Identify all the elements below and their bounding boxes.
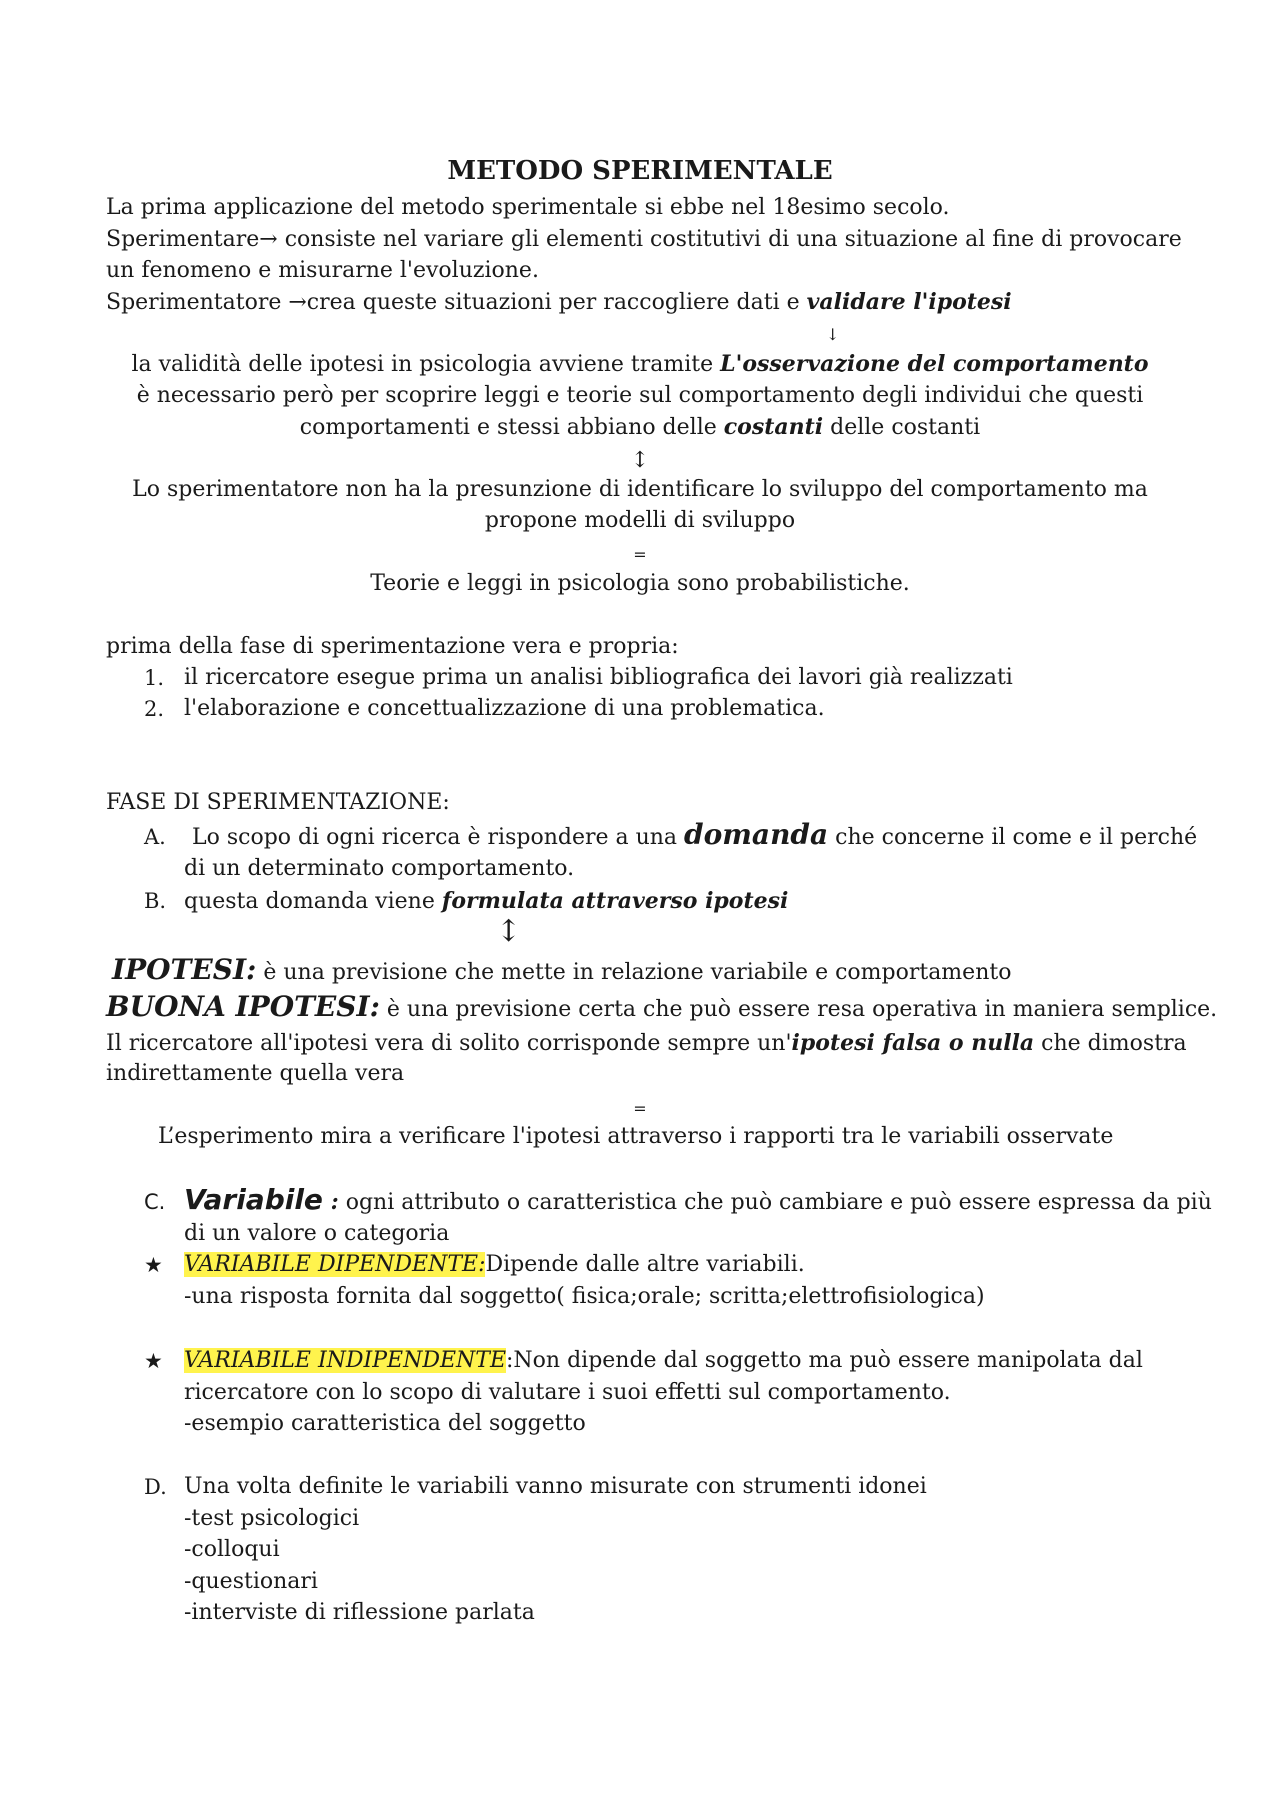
arrow-down-icon: ↓ xyxy=(826,325,840,344)
dependent-variable-label: VARIABILE DIPENDENTE: xyxy=(184,1252,486,1277)
equals-sign-2: = xyxy=(633,1099,647,1118)
independent-variable-example: -esempio caratteristica del soggetto xyxy=(184,1411,586,1436)
variable-definition-cont: di un valore o categoria xyxy=(184,1221,450,1246)
list-marker-a: A. xyxy=(144,825,166,849)
independent-variable-text: :Non dipende dal soggetto ma può essere manipolata dal xyxy=(506,1348,1143,1373)
list-marker-c: C. xyxy=(144,1190,166,1214)
null-text-c: che dimostra xyxy=(1034,1031,1187,1056)
constants-emphasis: costanti xyxy=(723,414,824,440)
independent-variable-cont: ricercatore con lo scopo di valutare i suoi effetti sul comportamento. xyxy=(184,1380,951,1405)
null-hypothesis-cont: indirettamente quella vera xyxy=(106,1061,405,1086)
dependent-variable-line xyxy=(184,1250,805,1280)
tool-item: -test psicologici xyxy=(184,1506,360,1531)
research-text-a: Lo scopo di ogni ricerca è rispondere a una xyxy=(192,825,685,850)
hypothesis-label: IPOTESI: xyxy=(112,953,257,986)
page-title: METODO SPERIMENTALE xyxy=(447,156,833,186)
question-emphasis: domanda xyxy=(684,818,829,851)
formulation-text: questa domanda viene xyxy=(184,889,442,914)
independent-variable-label: VARIABILE INDIPENDENTE xyxy=(184,1348,507,1373)
variable-label: Variabile xyxy=(184,1183,323,1216)
intro-line-3: un fenomeno e misurarne l'evoluzione. xyxy=(106,258,539,283)
pre-phase-heading: prima della fase di sperimentazione vera e propria: xyxy=(106,634,679,659)
null-hypothesis-emphasis: ipotesi falsa o nulla xyxy=(791,1030,1035,1056)
probabilistic-line: Teorie e leggi in psicologia sono probabilistiche. xyxy=(370,571,910,596)
list-marker-b: B. xyxy=(144,889,167,913)
good-hypothesis-definition xyxy=(106,992,1217,1025)
validity-text: la validità delle ipotesi in psicologia avviene tramite xyxy=(131,352,721,377)
experimenter-line: Lo sperimentatore non ha la presunzione di identificare lo sviluppo del comportamento ma xyxy=(132,477,1148,502)
intro-line-2: Sperimentare→ consiste nel variare gli elementi costitutivi di una situazione al fine di provocare xyxy=(106,227,1182,252)
star-icon: ★ xyxy=(144,1253,163,1277)
list-marker-d: D. xyxy=(144,1475,167,1499)
list-item-1: il ricercatore esegue prima un analisi bibliografica dei lavori già realizzati xyxy=(184,665,1013,690)
dependent-variable-example: -una risposta fornita dal soggetto( fisica;orale; scritta;elettrofisiologica) xyxy=(184,1284,985,1309)
research-text-b: che concerne il come e il perché xyxy=(828,825,1198,850)
variable-text: ogni attributo o caratteristica che può cambiare e può essere espressa da più xyxy=(338,1190,1212,1215)
phase-heading: FASE DI SPERIMENTAZIONE: xyxy=(106,790,450,815)
formulation-emphasis: formulata attraverso ipotesi xyxy=(441,888,789,914)
list-item-2: l'elaborazione e concettualizzazione di una problematica. xyxy=(184,696,825,721)
list-marker-1: 1. xyxy=(144,666,165,690)
list-marker-2: 2. xyxy=(144,697,165,721)
observation-emphasis: L'osservazione del comportamento xyxy=(720,351,1149,377)
good-hypothesis-label: BUONA IPOTESI: xyxy=(106,990,380,1023)
variable-definition xyxy=(184,1185,1212,1218)
variable-colon: : xyxy=(322,1189,339,1215)
intro-line-4 xyxy=(106,287,1012,318)
laws-line: è necessario però per scoprire leggi e teorie sul comportamento degli individui che questi xyxy=(136,383,1144,408)
experiment-line: L’esperimento mira a verificare l'ipotesi attraverso i rapporti tra le variabili osservate xyxy=(158,1124,1114,1149)
research-question-line xyxy=(192,820,1197,853)
validate-hypothesis-emphasis: validare l'ipotesi xyxy=(806,289,1012,315)
intro-line-1: La prima applicazione del metodo sperimentale si ebbe nel 18esimo secolo. xyxy=(106,195,950,220)
up-down-arrow-icon-2: ↕ xyxy=(496,914,522,949)
constants-text-c: delle costanti xyxy=(823,415,981,440)
null-text-a: Il ricercatore all'ipotesi vera di solito corrisponde sempre un' xyxy=(106,1031,792,1056)
hypothesis-definition xyxy=(112,955,1011,988)
independent-variable-line xyxy=(184,1346,1143,1376)
validity-line xyxy=(0,349,1280,380)
hypothesis-text: è una previsione che mette in relazione variabile e comportamento xyxy=(256,960,1012,985)
constants-line xyxy=(0,412,1280,443)
models-line: propone modelli di sviluppo xyxy=(484,508,796,533)
research-question-cont: di un determinato comportamento. xyxy=(184,856,575,881)
dependent-variable-text: Dipende dalle altre variabili. xyxy=(485,1252,805,1277)
tool-item: -colloqui xyxy=(184,1537,280,1562)
up-down-arrow-icon: ↕ xyxy=(630,448,650,473)
tool-item: -questionari xyxy=(184,1569,318,1594)
intro-line-4-text: Sperimentatore →crea queste situazioni per raccogliere dati e xyxy=(106,290,807,315)
measurement-line: Una volta definite le variabili vanno misurate con strumenti idonei xyxy=(184,1474,927,1499)
constants-text-a: comportamenti e stessi abbiano delle xyxy=(299,415,724,440)
equals-sign: = xyxy=(633,545,647,564)
good-hypothesis-text: è una previsione certa che può essere resa operativa in maniera semplice. xyxy=(379,997,1218,1022)
star-icon-2: ★ xyxy=(144,1349,163,1373)
hypothesis-formulation-line xyxy=(184,886,788,917)
tool-item: -interviste di riflessione parlata xyxy=(184,1600,535,1625)
null-hypothesis-line xyxy=(106,1028,1187,1059)
